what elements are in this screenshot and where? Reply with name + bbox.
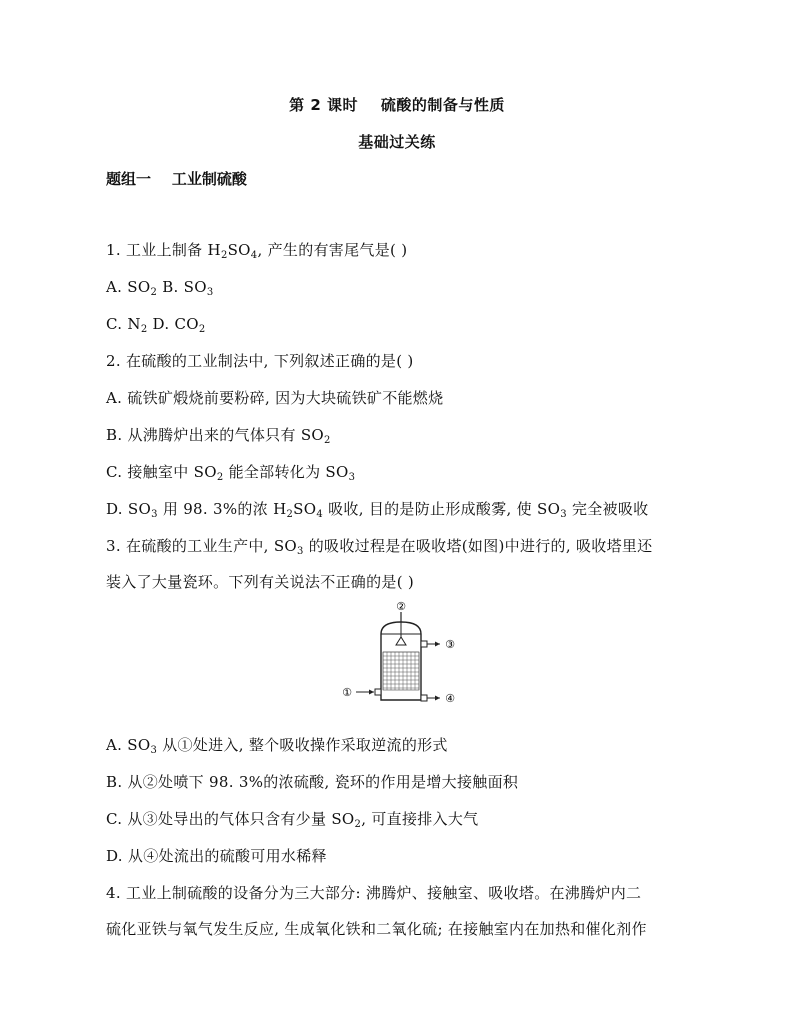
question-2-option-c: C. 接触室中 $SO_2$ 能全部转化为 $SO_3$ xyxy=(106,463,356,483)
question-1-options-cd: C. $N_2$ D. $CO_2$ xyxy=(106,315,206,335)
lesson-title: 第 2 课时 硫酸的制备与性质 xyxy=(289,96,505,114)
question-4-line-2: 硫化亚铁与氧气发生反应, 生成氧化铁和二氧化硫; 在接触室内在加热和催化剂作 xyxy=(106,920,647,938)
label-2: ② xyxy=(396,600,406,613)
question-3-stem-line-2: 装入了大量瓷环。下列有关说法不正确的是( ) xyxy=(106,573,415,591)
question-3-option-a: A. $SO_3$ 从①处进入, 整个吸收操作采取逆流的形式 xyxy=(106,736,448,756)
ceramic-ring-packing xyxy=(383,652,419,690)
question-3-option-c: C. 从③处导出的气体只含有少量 $SO_2$, 可直接排入大气 xyxy=(106,810,479,830)
outlet-4-nozzle xyxy=(421,695,427,701)
label-1: ① xyxy=(342,686,352,699)
label-4: ④ xyxy=(445,692,455,705)
outlet-3-nozzle xyxy=(421,641,427,647)
question-2-stem: 2. 在硫酸的工业制法中, 下列叙述正确的是( ) xyxy=(106,352,414,370)
label-3: ③ xyxy=(445,638,455,651)
question-1-options-ab: A. $SO_2$ B. $SO_3$ xyxy=(106,278,214,298)
question-2-option-d: D. $SO_3$ 用 98. 3%的浓 $H_2SO_4$ 吸收, 目的是防止形成酸雾, 使 $SO_3$ 完全被吸收 xyxy=(106,500,649,520)
question-1-stem: 1. 工业上制备 $H_2SO_4$, 产生的有害尾气是( ) xyxy=(106,241,408,261)
section-subtitle: 基础过关练 xyxy=(358,133,436,151)
question-3-option-d: D. 从④处流出的硫酸可用水稀释 xyxy=(106,847,327,865)
question-4-line-1: 4. 工业上制硫酸的设备分为三大部分: 沸腾炉、接触室、吸收塔。在沸腾炉内二 xyxy=(106,884,642,902)
question-2-option-b: B. 从沸腾炉出来的气体只有 $SO_2$ xyxy=(106,426,331,446)
question-3-stem-line-1: 3. 在硫酸的工业生产中, $SO_3$ 的吸收过程是在吸收塔(如图)中进行的, 吸收塔里还 xyxy=(106,537,653,557)
absorption-tower-diagram xyxy=(336,600,466,722)
question-2-option-a: A. 硫铁矿煅烧前要粉碎, 因为大块硫铁矿不能燃烧 xyxy=(106,389,444,407)
question-group-heading: 题组一 工业制硫酸 xyxy=(106,170,247,188)
question-3-option-b: B. 从②处喷下 98. 3%的浓硫酸, 瓷环的作用是增大接触面积 xyxy=(106,773,519,791)
inlet-1-nozzle xyxy=(375,689,381,695)
